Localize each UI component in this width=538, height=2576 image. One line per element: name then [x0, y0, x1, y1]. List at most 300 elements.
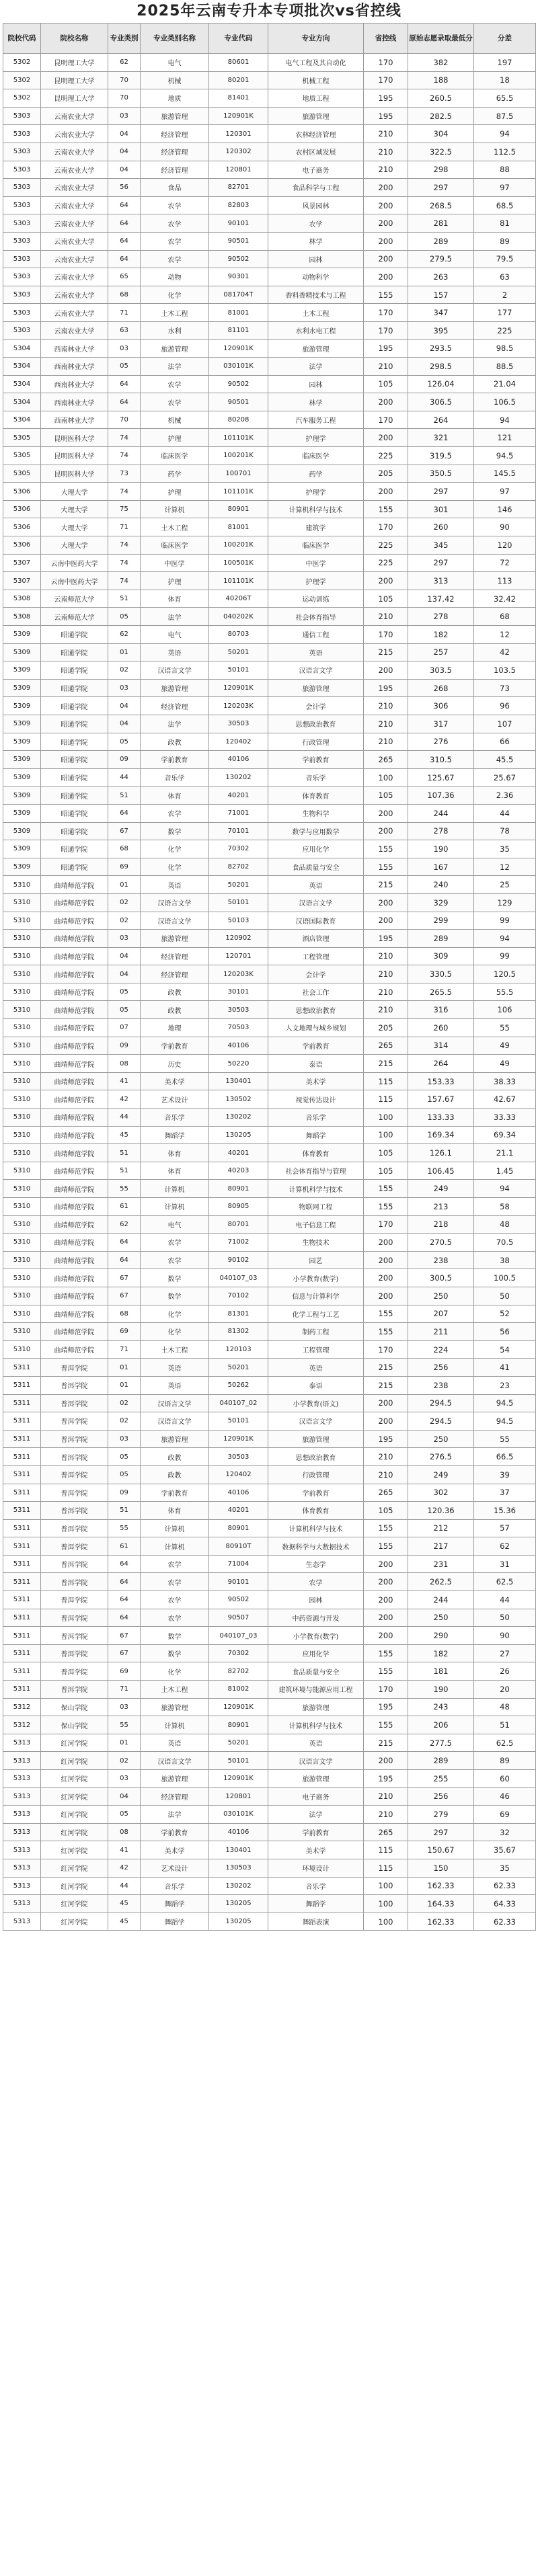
table-row [3, 679, 536, 697]
major-direction-cell: 电子商务 [268, 1787, 364, 1806]
category-code-cell: 03 [108, 930, 141, 948]
table-row [3, 1841, 536, 1859]
major-direction-cell: 美术学 [268, 1841, 364, 1859]
category-name-cell: 经济管理 [141, 1787, 209, 1806]
school-code-cell: 5311 [3, 1376, 41, 1394]
major-code-cell: 120203K [209, 697, 268, 715]
major-code-cell: 130202 [209, 1877, 268, 1895]
control-line-cell: 170 [364, 321, 408, 339]
header-cell: 院校代码 [3, 24, 41, 54]
min-score-cell: 276 [408, 733, 474, 751]
table-row [3, 1913, 536, 1931]
major-code-cell: 50101 [209, 1752, 268, 1770]
major-code-cell: 040107_03 [209, 1627, 268, 1645]
major-code-cell: 40106 [209, 1823, 268, 1841]
school-name-cell: 云南农业大学 [41, 268, 108, 286]
min-score-cell: 250 [408, 1430, 474, 1448]
table-row [3, 804, 536, 822]
category-code-cell: 51 [108, 590, 141, 608]
table-row [3, 250, 536, 268]
major-code-cell: 120901K [209, 679, 268, 697]
control-line-cell: 210 [364, 608, 408, 626]
category-name-cell: 电气 [141, 626, 209, 644]
score-diff-cell: 112.5 [474, 143, 536, 161]
category-code-cell: 67 [108, 1287, 141, 1305]
score-diff-cell: 197 [474, 54, 536, 72]
school-code-cell: 5309 [3, 840, 41, 858]
category-name-cell: 农学 [141, 375, 209, 393]
category-code-cell: 75 [108, 500, 141, 518]
school-code-cell: 5310 [3, 1180, 41, 1198]
school-name-cell: 普洱学院 [41, 1359, 108, 1377]
score-diff-cell: 32.42 [474, 590, 536, 608]
table-row [3, 214, 536, 233]
school-name-cell: 西南林业大学 [41, 339, 108, 358]
school-code-cell: 5311 [3, 1430, 41, 1448]
major-code-cell: 120901K [209, 1430, 268, 1448]
major-direction-cell: 电气工程及其自动化 [268, 54, 364, 72]
major-code-cell: 120902 [209, 930, 268, 948]
school-name-cell: 大理大学 [41, 518, 108, 536]
min-score-cell: 260 [408, 1019, 474, 1037]
control-line-cell: 200 [364, 393, 408, 411]
table-row [3, 1323, 536, 1341]
min-score-cell: 270.5 [408, 1234, 474, 1252]
min-score-cell: 303.5 [408, 661, 474, 680]
major-code-cell: 100501K [209, 554, 268, 572]
category-code-cell: 45 [108, 1126, 141, 1144]
category-name-cell: 护理 [141, 429, 209, 447]
table-row [3, 536, 536, 555]
category-code-cell: 67 [108, 1644, 141, 1662]
school-name-cell: 曲靖师范学院 [41, 1162, 108, 1180]
control-line-cell: 100 [364, 768, 408, 787]
score-diff-cell: 65.5 [474, 89, 536, 108]
major-direction-cell: 园林 [268, 1591, 364, 1609]
category-code-cell: 73 [108, 465, 141, 483]
header-cell: 专业方向 [268, 24, 364, 54]
header-cell: 专业代码 [209, 24, 268, 54]
school-name-cell: 红河学院 [41, 1770, 108, 1788]
category-code-cell: 04 [108, 715, 141, 733]
table-row [3, 697, 536, 715]
table-row [3, 483, 536, 501]
category-code-cell: 74 [108, 483, 141, 501]
table-row [3, 1376, 536, 1394]
score-diff-cell: 63 [474, 268, 536, 286]
min-score-cell: 330.5 [408, 965, 474, 983]
min-score-cell: 294.5 [408, 1394, 474, 1412]
school-name-cell: 保山学院 [41, 1698, 108, 1716]
control-line-cell: 210 [364, 1001, 408, 1019]
school-name-cell: 曲靖师范学院 [41, 1109, 108, 1127]
score-diff-cell: 81 [474, 214, 536, 233]
school-name-cell: 曲靖师范学院 [41, 1180, 108, 1198]
category-name-cell: 政教 [141, 1465, 209, 1484]
school-name-cell: 昆明医科大学 [41, 447, 108, 465]
major-direction-cell: 风景园林 [268, 196, 364, 214]
major-direction-cell: 物联网工程 [268, 1198, 364, 1216]
category-name-cell: 农学 [141, 393, 209, 411]
school-name-cell: 云南农业大学 [41, 107, 108, 125]
major-code-cell: 70302 [209, 840, 268, 858]
min-score-cell: 167 [408, 858, 474, 876]
category-name-cell: 电气 [141, 54, 209, 72]
min-score-cell: 347 [408, 304, 474, 322]
major-code-cell: 040202K [209, 608, 268, 626]
category-name-cell: 旅游管理 [141, 107, 209, 125]
major-code-cell: 40201 [209, 1144, 268, 1162]
major-code-cell: 130202 [209, 1109, 268, 1127]
category-code-cell: 09 [108, 1037, 141, 1055]
category-code-cell: 62 [108, 54, 141, 72]
min-score-cell: 211 [408, 1323, 474, 1341]
score-diff-cell: 129 [474, 893, 536, 912]
score-diff-cell: 94.5 [474, 1412, 536, 1431]
major-code-cell: 50220 [209, 1055, 268, 1073]
min-score-cell: 169.34 [408, 1126, 474, 1144]
control-line-cell: 210 [364, 143, 408, 161]
category-code-cell: 05 [108, 1465, 141, 1484]
category-code-cell: 74 [108, 572, 141, 590]
score-diff-cell: 69 [474, 1806, 536, 1824]
control-line-cell: 200 [364, 1412, 408, 1431]
major-direction-cell: 应用化学 [268, 1644, 364, 1662]
category-name-cell: 药学 [141, 465, 209, 483]
category-code-cell: 68 [108, 840, 141, 858]
score-diff-cell: 55 [474, 1430, 536, 1448]
header-cell: 院校名称 [41, 24, 108, 54]
score-diff-cell: 21.1 [474, 1144, 536, 1162]
min-score-cell: 244 [408, 804, 474, 822]
school-name-cell: 红河学院 [41, 1734, 108, 1752]
school-code-cell: 5309 [3, 822, 41, 840]
category-name-cell: 地理 [141, 1019, 209, 1037]
major-direction-cell: 计算机科学与技术 [268, 1716, 364, 1734]
school-name-cell: 红河学院 [41, 1877, 108, 1895]
major-direction-cell: 动物科学 [268, 268, 364, 286]
score-diff-cell: 177 [474, 304, 536, 322]
major-direction-cell: 生态学 [268, 1555, 364, 1573]
score-diff-cell: 31 [474, 1555, 536, 1573]
min-score-cell: 313 [408, 572, 474, 590]
table-row [3, 375, 536, 393]
control-line-cell: 100 [364, 1877, 408, 1895]
school-code-cell: 5312 [3, 1716, 41, 1734]
major-direction-cell: 小学教育(数学) [268, 1627, 364, 1645]
category-code-cell: 05 [108, 733, 141, 751]
table-row [3, 321, 536, 339]
table-row [3, 1234, 536, 1252]
school-code-cell: 5309 [3, 768, 41, 787]
category-name-cell: 农学 [141, 1573, 209, 1591]
category-code-cell: 67 [108, 1269, 141, 1287]
major-direction-cell: 计算机科学与技术 [268, 1519, 364, 1537]
major-direction-cell: 法学 [268, 358, 364, 376]
school-code-cell: 5311 [3, 1448, 41, 1466]
control-line-cell: 200 [364, 1555, 408, 1573]
school-name-cell: 曲靖师范学院 [41, 1055, 108, 1073]
school-name-cell: 昭通学院 [41, 626, 108, 644]
score-diff-cell: 98.5 [474, 339, 536, 358]
control-line-cell: 210 [364, 947, 408, 965]
table-row [3, 590, 536, 608]
min-score-cell: 150.67 [408, 1841, 474, 1859]
table-row [3, 1126, 536, 1144]
min-score-cell: 302 [408, 1484, 474, 1502]
school-code-cell: 5310 [3, 1019, 41, 1037]
major-direction-cell: 生物科学 [268, 804, 364, 822]
score-diff-cell: 94.5 [474, 447, 536, 465]
category-name-cell: 机械 [141, 411, 209, 429]
category-code-cell: 04 [108, 697, 141, 715]
major-direction-cell: 酒店管理 [268, 930, 364, 948]
major-direction-cell: 学前教育 [268, 1484, 364, 1502]
school-code-cell: 5303 [3, 304, 41, 322]
category-code-cell: 64 [108, 804, 141, 822]
control-line-cell: 210 [364, 983, 408, 1001]
category-name-cell: 汉语言文学 [141, 1394, 209, 1412]
control-line-cell: 100 [364, 1895, 408, 1913]
category-name-cell: 经济管理 [141, 125, 209, 143]
min-score-cell: 244 [408, 1591, 474, 1609]
school-name-cell: 普洱学院 [41, 1681, 108, 1699]
category-name-cell: 临床医学 [141, 536, 209, 555]
min-score-cell: 317 [408, 715, 474, 733]
school-code-cell: 5310 [3, 1144, 41, 1162]
major-code-cell: 90501 [209, 232, 268, 250]
score-diff-cell: 120 [474, 536, 536, 555]
category-code-cell: 44 [108, 1877, 141, 1895]
control-line-cell: 225 [364, 554, 408, 572]
school-code-cell: 5311 [3, 1394, 41, 1412]
score-diff-cell: 49 [474, 1055, 536, 1073]
category-name-cell: 法学 [141, 608, 209, 626]
major-code-cell: 90102 [209, 1251, 268, 1269]
table-row [3, 518, 536, 536]
min-score-cell: 217 [408, 1537, 474, 1556]
table-row [3, 1484, 536, 1502]
category-code-cell: 55 [108, 1180, 141, 1198]
min-score-cell: 212 [408, 1519, 474, 1537]
score-diff-cell: 62.5 [474, 1573, 536, 1591]
category-code-cell: 04 [108, 161, 141, 179]
score-diff-cell: 20 [474, 1681, 536, 1699]
major-direction-cell: 食品质量与安全 [268, 1662, 364, 1681]
school-name-cell: 曲靖师范学院 [41, 1215, 108, 1234]
school-code-cell: 5311 [3, 1662, 41, 1681]
major-code-cell: 50262 [209, 1376, 268, 1394]
control-line-cell: 195 [364, 1770, 408, 1788]
min-score-cell: 164.33 [408, 1895, 474, 1913]
control-line-cell: 210 [364, 1448, 408, 1466]
major-code-cell: 40201 [209, 1502, 268, 1520]
major-direction-cell: 食品质量与安全 [268, 858, 364, 876]
score-diff-cell: 45.5 [474, 751, 536, 769]
score-diff-cell: 89 [474, 232, 536, 250]
major-code-cell: 40203 [209, 1162, 268, 1180]
major-direction-cell: 香料香精技术与工程 [268, 286, 364, 304]
header-row [3, 24, 536, 54]
school-name-cell: 普洱学院 [41, 1627, 108, 1645]
min-score-cell: 256 [408, 1787, 474, 1806]
score-diff-cell: 21.04 [474, 375, 536, 393]
school-code-cell: 5309 [3, 787, 41, 805]
major-direction-cell: 生物技术 [268, 1234, 364, 1252]
major-direction-cell: 学前教育 [268, 1037, 364, 1055]
school-name-cell: 大理大学 [41, 483, 108, 501]
min-score-cell: 382 [408, 54, 474, 72]
table-row [3, 1162, 536, 1180]
major-direction-cell: 汉语国际教育 [268, 912, 364, 930]
min-score-cell: 306 [408, 697, 474, 715]
category-name-cell: 计算机 [141, 1519, 209, 1537]
score-diff-cell: 35 [474, 1859, 536, 1877]
min-score-cell: 297 [408, 1823, 474, 1841]
major-code-cell: 30503 [209, 715, 268, 733]
category-name-cell: 护理 [141, 483, 209, 501]
control-line-cell: 155 [364, 1323, 408, 1341]
category-code-cell: 55 [108, 1519, 141, 1537]
major-code-cell: 120701 [209, 947, 268, 965]
major-direction-cell: 农林经济管理 [268, 125, 364, 143]
control-line-cell: 105 [364, 1502, 408, 1520]
major-code-cell: 50201 [209, 876, 268, 894]
category-code-cell: 01 [108, 643, 141, 661]
major-direction-cell: 社会体育指导 [268, 608, 364, 626]
category-name-cell: 法学 [141, 1806, 209, 1824]
major-direction-cell: 园林 [268, 375, 364, 393]
category-code-cell: 03 [108, 1770, 141, 1788]
major-code-cell: 90101 [209, 1573, 268, 1591]
category-name-cell: 体育 [141, 1144, 209, 1162]
major-direction-cell: 汉语言文学 [268, 893, 364, 912]
school-name-cell: 普洱学院 [41, 1448, 108, 1466]
school-name-cell: 昆明医科大学 [41, 465, 108, 483]
major-code-cell: 120301 [209, 125, 268, 143]
min-score-cell: 238 [408, 1376, 474, 1394]
min-score-cell: 281 [408, 214, 474, 233]
score-diff-cell: 37 [474, 1484, 536, 1502]
table-row [3, 1072, 536, 1090]
table-row [3, 107, 536, 125]
school-name-cell: 云南中医药大学 [41, 554, 108, 572]
control-line-cell: 200 [364, 572, 408, 590]
score-diff-cell: 12 [474, 858, 536, 876]
score-diff-cell: 73 [474, 679, 536, 697]
school-code-cell: 5302 [3, 71, 41, 89]
control-line-cell: 155 [364, 858, 408, 876]
major-code-cell: 90507 [209, 1609, 268, 1627]
header-cell: 省控线 [364, 24, 408, 54]
table-row [3, 1806, 536, 1824]
min-score-cell: 207 [408, 1305, 474, 1323]
score-diff-cell: 60 [474, 1770, 536, 1788]
min-score-cell: 190 [408, 840, 474, 858]
control-line-cell: 225 [364, 536, 408, 555]
school-code-cell: 5308 [3, 608, 41, 626]
table-row [3, 1519, 536, 1537]
school-name-cell: 曲靖师范学院 [41, 1090, 108, 1109]
control-line-cell: 100 [364, 1109, 408, 1127]
control-line-cell: 155 [364, 500, 408, 518]
category-code-cell: 62 [108, 626, 141, 644]
control-line-cell: 170 [364, 54, 408, 72]
table-row [3, 1716, 536, 1734]
control-line-cell: 195 [364, 1430, 408, 1448]
school-code-cell: 5311 [3, 1502, 41, 1520]
major-direction-cell: 行政管理 [268, 733, 364, 751]
major-direction-cell: 农学 [268, 214, 364, 233]
major-direction-cell: 旅游管理 [268, 1698, 364, 1716]
table-row [3, 429, 536, 447]
min-score-cell: 268 [408, 679, 474, 697]
school-code-cell: 5311 [3, 1484, 41, 1502]
min-score-cell: 350.5 [408, 465, 474, 483]
major-direction-cell: 中医学 [268, 554, 364, 572]
category-name-cell: 化学 [141, 286, 209, 304]
major-direction-cell: 英语 [268, 1734, 364, 1752]
major-direction-cell: 小学教育(语文) [268, 1394, 364, 1412]
major-code-cell: 50101 [209, 893, 268, 912]
control-line-cell: 155 [364, 1305, 408, 1323]
min-score-cell: 264 [408, 411, 474, 429]
header-cell: 分差 [474, 24, 536, 54]
min-score-cell: 137.42 [408, 590, 474, 608]
table-row [3, 608, 536, 626]
school-name-cell: 曲靖师范学院 [41, 1037, 108, 1055]
major-direction-cell: 英语 [268, 876, 364, 894]
major-code-cell: 81001 [209, 304, 268, 322]
school-code-cell: 5310 [3, 1287, 41, 1305]
score-diff-cell: 94 [474, 125, 536, 143]
score-diff-cell: 145.5 [474, 465, 536, 483]
table-row [3, 643, 536, 661]
major-direction-cell: 计算机科学与技术 [268, 1180, 364, 1198]
table-row [3, 447, 536, 465]
category-code-cell: 69 [108, 858, 141, 876]
category-code-cell: 61 [108, 1198, 141, 1216]
school-code-cell: 5313 [3, 1734, 41, 1752]
major-direction-cell: 数学与应用数学 [268, 822, 364, 840]
control-line-cell: 155 [364, 1644, 408, 1662]
min-score-cell: 278 [408, 822, 474, 840]
score-diff-cell: 35.67 [474, 1841, 536, 1859]
header-cell: 专业类别名称 [141, 24, 209, 54]
school-name-cell: 曲靖师范学院 [41, 1340, 108, 1359]
table-row [3, 1465, 536, 1484]
score-diff-cell: 12 [474, 626, 536, 644]
school-code-cell: 5313 [3, 1770, 41, 1788]
category-name-cell: 舞蹈学 [141, 1913, 209, 1931]
score-diff-cell: 90 [474, 1627, 536, 1645]
score-diff-cell: 89 [474, 1752, 536, 1770]
school-code-cell: 5307 [3, 572, 41, 590]
control-line-cell: 215 [364, 1734, 408, 1752]
min-score-cell: 125.67 [408, 768, 474, 787]
control-line-cell: 210 [364, 1806, 408, 1824]
table-row [3, 822, 536, 840]
table-row [3, 339, 536, 358]
category-name-cell: 音乐学 [141, 1109, 209, 1127]
control-line-cell: 195 [364, 107, 408, 125]
min-score-cell: 256 [408, 1359, 474, 1377]
control-line-cell: 195 [364, 1698, 408, 1716]
control-line-cell: 100 [364, 1913, 408, 1931]
score-diff-cell: 68.5 [474, 196, 536, 214]
major-direction-cell: 建筑学 [268, 518, 364, 536]
control-line-cell: 210 [364, 697, 408, 715]
